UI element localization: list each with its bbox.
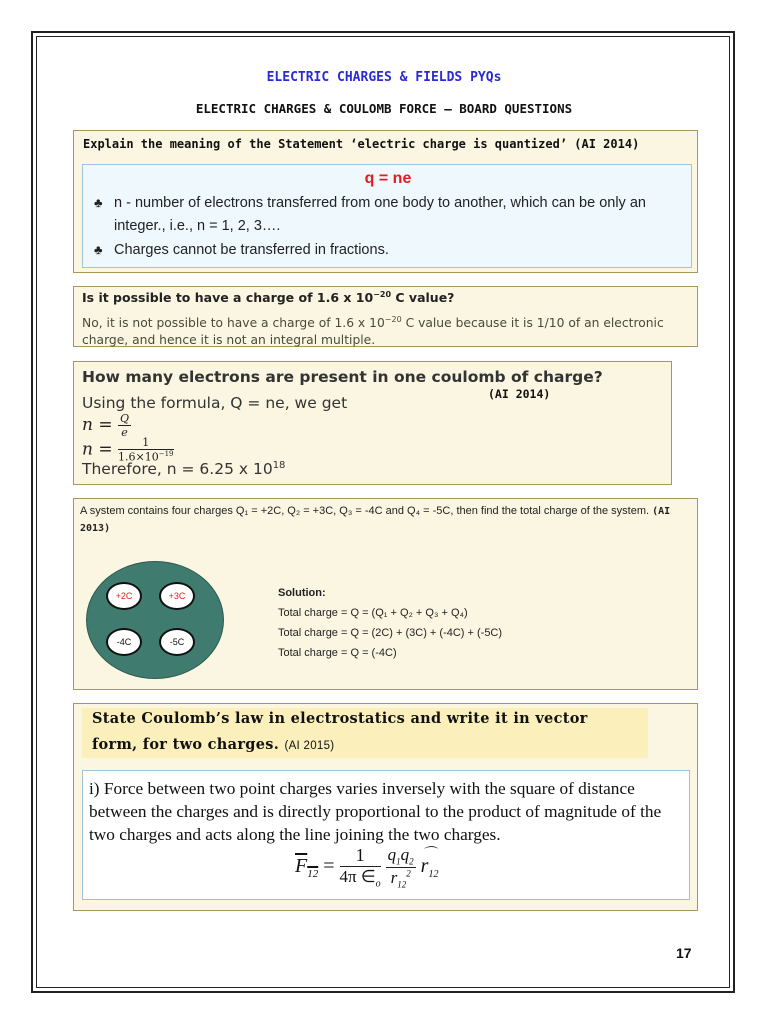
bullet-continuation: integer., i.e., n = 1, 2, 3…. — [114, 218, 281, 234]
r-subscript: 12 — [397, 879, 407, 890]
question-box-4 — [73, 498, 698, 690]
equals-sign: = — [323, 854, 335, 877]
force-subscript: 12 — [307, 867, 319, 880]
unit-vector — [420, 846, 439, 880]
q2-symbol: q — [400, 845, 410, 865]
denominator — [386, 868, 416, 889]
question-text: State Coulomb’s law in electrostatics and write it in vector — [92, 710, 588, 727]
variable-n: n — [82, 415, 93, 435]
solution-line: Total charge = Q = (-4C) — [278, 647, 397, 659]
club-bullet-icon: ♣ — [94, 195, 103, 210]
rhat-subscript: 12 — [428, 868, 439, 880]
question-box-3 — [73, 361, 672, 485]
force-vector — [295, 854, 319, 880]
q1-subscript: 1 — [396, 856, 401, 867]
charge-q2: +3C — [159, 582, 195, 610]
question-text: How many electrons are present in one coulomb of charge? — [82, 368, 603, 386]
solution-line: Total charge = Q = (Q₁ + Q₂ + Q₃ + Q₄) — [278, 607, 468, 619]
r-symbol: r — [390, 867, 398, 887]
formula-line: Using the formula, Q = ne, we get — [82, 394, 348, 412]
page-number: 17 — [676, 945, 692, 961]
club-bullet-icon: ♣ — [94, 242, 103, 257]
question-text — [92, 736, 334, 753]
exponent: −20 — [373, 290, 392, 299]
charge-q3: -4C — [106, 628, 142, 656]
question-text — [80, 503, 695, 537]
exam-tag: (AI 2015) — [284, 740, 335, 752]
rhat-symbol: r — [420, 854, 429, 877]
bullet-line — [94, 242, 389, 258]
answer-box — [82, 164, 692, 268]
answer-text: i) Force between two point charges varies inversely with the square of distance between the charges and is directly proportional to the product of magnitude of the two charges and acts along the line joining the two charges. — [89, 779, 662, 844]
bullet-text: n - number of electrons transferred from one body to another, which can be only an — [114, 195, 646, 211]
result-line — [82, 460, 285, 478]
constant-fraction — [340, 845, 381, 889]
force-symbol: F — [295, 854, 308, 877]
solution-line: Total charge = Q = (2C) + (3C) + (-4C) + (-5C) — [278, 627, 503, 639]
exam-tag: (AI 2013) — [80, 506, 671, 534]
den-base: 1.6×10 — [118, 450, 159, 464]
result-prefix: Therefore, n = 6.25 x 10 — [82, 460, 273, 479]
q2-subscript: 2 — [409, 856, 414, 867]
r-superscript: 2 — [406, 868, 411, 879]
charge-fraction — [386, 845, 416, 889]
den-text: 4π ∈ — [339, 867, 376, 886]
answer-text — [82, 311, 694, 349]
answer-suffix: C value because it is 1/10 of an electronic charge, and hence it is not an integral multiple. — [82, 316, 664, 348]
q1-symbol: q — [387, 845, 397, 865]
page-title: ELECTRIC CHARGES & FIELDS PYQs — [266, 70, 502, 85]
bullet-text: Charges cannot be transferred in fractions. — [114, 242, 389, 258]
numerator — [386, 845, 416, 867]
exam-tag: (AI 2014) — [488, 387, 551, 401]
charge-system-diagram — [86, 561, 224, 679]
variable-n: n — [82, 439, 93, 460]
question-box-1 — [73, 130, 698, 273]
question-suffix: C value? — [391, 290, 455, 306]
denominator: e — [121, 426, 128, 439]
question-text — [82, 290, 454, 305]
den-subscript: o — [375, 878, 381, 890]
section-title: ELECTRIC CHARGES & COULOMB FORCE – BOARD QUESTIONS — [195, 101, 573, 116]
result-exponent: 18 — [272, 460, 286, 471]
numerator: 1 — [118, 436, 174, 450]
question-box-2 — [73, 286, 698, 347]
coulomb-vector-equation — [295, 845, 438, 889]
hat-icon: ⌒ — [421, 846, 436, 862]
formula: q = ne — [364, 170, 412, 187]
question-line-2: form, for two charges. — [92, 736, 280, 753]
denominator — [340, 867, 381, 889]
solution-heading: Solution: — [278, 587, 326, 599]
den-exponent: −19 — [158, 450, 174, 458]
charge-q1: +2C — [106, 582, 142, 610]
answer-prefix: No, it is not possible to have a charge of 1.6 x 10 — [82, 316, 385, 331]
exponent: −20 — [384, 315, 402, 324]
fraction — [118, 412, 131, 439]
question-box-5 — [73, 703, 698, 911]
question-body: A system contains four charges Q₁ = +2C, Q₂ = +3C, Q₃ = -4C and Q₄ = -5C, then find the total charge of the system. — [80, 505, 650, 517]
numerator: 1 — [340, 845, 381, 867]
charge-q4: -5C — [159, 628, 195, 656]
numerator: Q — [120, 412, 130, 425]
equation-2: n = $\frac{1}{1.6\times 10^{-19}}$ — [82, 436, 174, 464]
bullet-line — [94, 195, 646, 211]
question-text: Explain the meaning of the Statement ‘electric charge is quantized’ (AI 2014) — [83, 137, 640, 151]
question-prefix: Is it possible to have a charge of 1.6 x 10 — [82, 290, 374, 306]
equation-1: n = $\frac{Q}{e}$ — [82, 412, 130, 439]
answer-box — [82, 770, 690, 900]
